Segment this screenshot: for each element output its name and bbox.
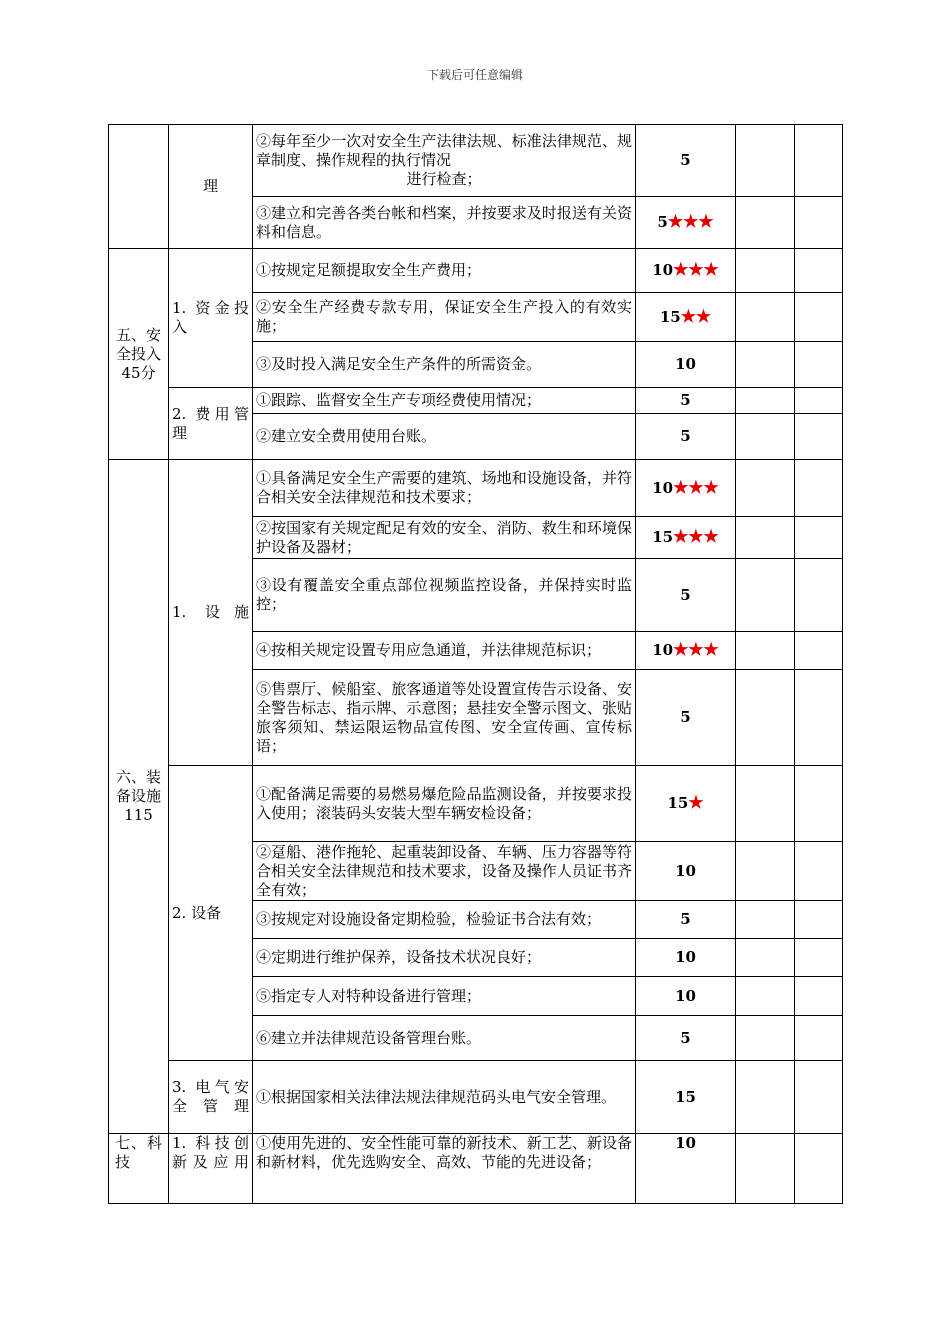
score-cell (636, 939, 736, 977)
requirement-cell: ①按规定足额提取安全生产费用； (253, 249, 636, 293)
blank-cell (795, 632, 843, 670)
requirement-cell: ①跟踪、监督安全生产专项经费使用情况； (253, 388, 636, 414)
score-cell (636, 517, 736, 559)
category-cell-equipment-facilities: 六、装备设施115 (109, 460, 169, 1134)
requirement-cell: ③建立和完善各类台帐和档案，并按要求及时报送有关资料和信息。 (253, 197, 636, 249)
score-value: 15 (659, 307, 681, 326)
requirement-cell: ①根据国家相关法律法规法律规范码头电气安全管理。 (253, 1061, 636, 1134)
page-header-note: 下载后可任意编辑 (426, 68, 523, 82)
score-cell (636, 1016, 736, 1061)
score-value: 5 (680, 708, 691, 726)
blank-cell (795, 670, 843, 766)
requirement-cell: ⑥建立并法律规范设备管理台账。 (253, 1016, 636, 1061)
score-value: 10 (675, 861, 696, 880)
sub-item-cell: 理 (169, 125, 253, 249)
score-value: 5 (680, 1028, 691, 1047)
blank-cell (795, 766, 843, 842)
blank-cell (795, 388, 843, 414)
sub-item-cell-fund-input: 1. 资金投入 (169, 249, 253, 388)
blank-cell (795, 414, 843, 460)
table-row (109, 125, 843, 197)
blank-cell (736, 1134, 795, 1204)
blank-cell (795, 1016, 843, 1061)
star-icon: ★★ (680, 306, 712, 327)
requirement-cell: ③设有覆盖安全重点部位视频监控设备，并保持实时监控； (253, 559, 636, 632)
blank-cell (795, 901, 843, 939)
sub-item-cell-tech-innovation: 1. 科技创新及应用 (169, 1134, 253, 1204)
score-cell (636, 293, 736, 342)
requirement-cell: ①配备满足需要的易燃易爆危险品监测设备，并按要求投入使用；滚装码头安装大型车辆安检设备； (253, 766, 636, 842)
score-cell (636, 766, 736, 842)
sub-item-cell-equipment: 2. 设备 (169, 766, 253, 1061)
blank-cell (736, 197, 795, 249)
score-value: 10 (675, 1134, 696, 1152)
blank-cell (795, 977, 843, 1016)
table-row (109, 388, 843, 414)
score-cell (636, 460, 736, 517)
score-value: 5 (680, 427, 691, 445)
score-value: 10 (652, 641, 674, 659)
blank-cell (795, 249, 843, 293)
blank-cell (736, 342, 795, 388)
requirement-cell: ③及时投入满足安全生产条件的所需资金。 (253, 342, 636, 388)
score-value: 10 (675, 355, 696, 373)
score-value: 10 (652, 261, 674, 279)
star-icon: ★★★ (673, 477, 719, 498)
blank-cell (736, 842, 795, 901)
score-cell (636, 632, 736, 670)
score-cell (636, 388, 736, 414)
blank-cell (736, 939, 795, 977)
blank-cell (795, 342, 843, 388)
blank-cell (736, 977, 795, 1016)
blank-cell (736, 460, 795, 517)
blank-cell (736, 293, 795, 342)
sub-item-cell-electrical-safety: 3. 电气安全管理 (169, 1061, 253, 1134)
score-value: 5 (680, 391, 691, 409)
score-cell (636, 1061, 736, 1134)
requirement-text: ②每年至少一次对安全生产法律法规、标准法律规范、规章制度、操作规程的执行情况 (256, 132, 632, 169)
table-row (109, 766, 843, 842)
blank-cell (795, 939, 843, 977)
requirement-cell: ④定期进行维护保养，设备技术状况良好； (253, 939, 636, 977)
star-icon: ★★★ (673, 527, 719, 547)
blank-cell (736, 766, 795, 842)
blank-cell (736, 632, 795, 670)
requirement-cell: ①具备满足安全生产需要的建筑、场地和设施设备，并符合相关安全法律规范和技术要求； (253, 460, 636, 517)
score-cell (636, 197, 736, 249)
blank-cell (795, 559, 843, 632)
requirement-text-tail: 进行检查； (406, 170, 482, 188)
score-cell (636, 414, 736, 460)
category-cell-technology: 七、科技 (109, 1134, 169, 1204)
star-icon: ★★★ (673, 640, 719, 660)
requirement-cell: ⑤指定专人对特种设备进行管理； (253, 977, 636, 1016)
score-value: 15 (675, 1087, 696, 1106)
blank-cell (795, 842, 843, 901)
blank-cell (795, 197, 843, 249)
score-cell (636, 342, 736, 388)
requirement-cell: ④按相关规定设置专用应急通道，并法律规范标识； (253, 632, 636, 670)
score-value: 5 (680, 151, 691, 169)
blank-cell (795, 1134, 843, 1204)
score-cell (636, 249, 736, 293)
blank-cell (736, 1016, 795, 1061)
star-icon: ★ (688, 793, 704, 813)
blank-cell (736, 559, 795, 632)
requirement-cell: ②建立安全费用使用台账。 (253, 414, 636, 460)
blank-cell (795, 125, 843, 197)
blank-cell (736, 517, 795, 559)
category-cell-continued (109, 125, 169, 249)
blank-cell (736, 901, 795, 939)
score-cell (636, 670, 736, 766)
blank-cell (736, 670, 795, 766)
requirement-cell: ③按规定对设施设备定期检验，检验证书合法有效； (253, 901, 636, 939)
star-icon: ★★★ (673, 260, 719, 280)
table-row (109, 249, 843, 293)
score-value: 10 (675, 948, 696, 966)
score-value: 10 (675, 986, 696, 1005)
star-icon: ★★★ (667, 212, 714, 232)
score-value: 5 (657, 213, 668, 231)
requirement-cell: ②安全生产经费专款专用，保证安全生产投入的有效实施； (253, 293, 636, 342)
blank-cell (795, 517, 843, 559)
category-cell-safety-investment: 五、安全投入45分 (109, 249, 169, 460)
requirement-cell: ⑤售票厅、候船室、旅客通道等处设置宣传告示设备、安全警告标志、指示牌、示意图；悬挂安全警示图文、张贴旅客须知、禁运限运物品宣传图、安全宣传画、宣传标语； (253, 670, 636, 766)
requirement-cell: ②趸船、港作拖轮、起重装卸设备、车辆、压力容器等符合相关安全法律规范和技术要求，设备及操作人员证书齐全有效； (253, 842, 636, 901)
score-value: 10 (652, 478, 674, 497)
blank-cell (736, 249, 795, 293)
score-value: 5 (680, 585, 691, 604)
blank-cell (795, 293, 843, 342)
score-cell (636, 901, 736, 939)
requirement-cell: ②按国家有关规定配足有效的安全、消防、救生和环境保护设备及器材； (253, 517, 636, 559)
score-cell (636, 1134, 736, 1204)
score-value: 15 (667, 794, 689, 812)
score-cell (636, 559, 736, 632)
blank-cell (795, 460, 843, 517)
score-value: 15 (652, 528, 674, 546)
table-row (109, 1134, 843, 1204)
blank-cell (736, 1061, 795, 1134)
table-row (109, 1061, 843, 1134)
blank-cell (736, 125, 795, 197)
score-cell (636, 842, 736, 901)
requirement-cell: ①使用先进的、安全性能可靠的新技术、新工艺、新设备和新材料，优先选购安全、高效、节能的先进设备； (253, 1134, 636, 1204)
evaluation-table (108, 124, 843, 1204)
score-value: 5 (680, 910, 691, 928)
sub-item-cell-facilities: 1. 设施 (169, 460, 253, 766)
blank-cell (795, 1061, 843, 1134)
requirement-cell (253, 125, 636, 197)
blank-cell (736, 388, 795, 414)
table-row (109, 460, 843, 517)
blank-cell (736, 414, 795, 460)
score-cell (636, 125, 736, 197)
sub-item-cell-fee-management: 2. 费用管理 (169, 388, 253, 460)
score-cell (636, 977, 736, 1016)
